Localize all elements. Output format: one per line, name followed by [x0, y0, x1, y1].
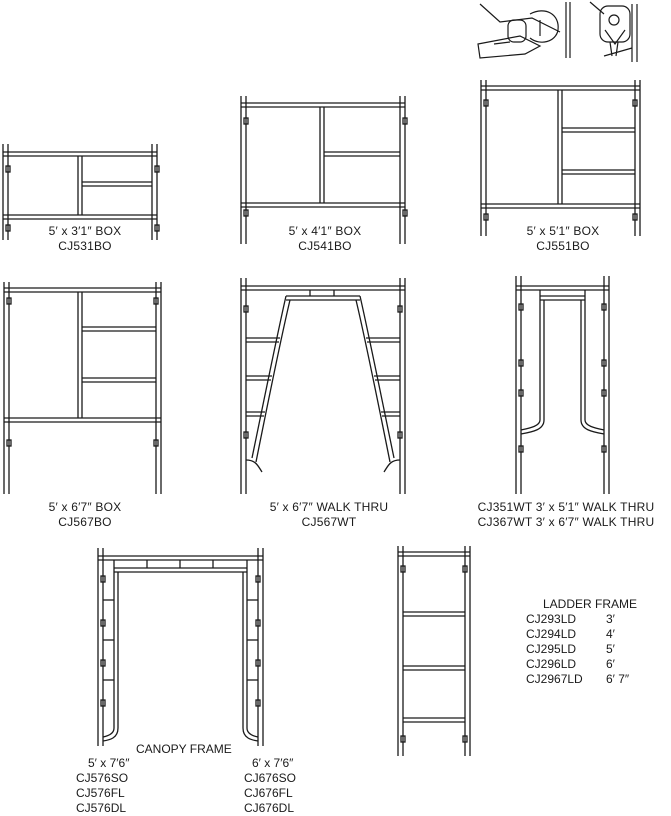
list-item [526, 657, 646, 672]
canopy-frame-title: CANOPY FRAME [136, 742, 232, 756]
canopy-col-5ft [76, 756, 129, 816]
canopy-frame-codes [76, 756, 296, 816]
ladder-code: CJ293LD [526, 612, 577, 626]
box-frame-5x67-drawing [4, 282, 161, 494]
caption-size: 5′ x 4′1″ BOX [288, 224, 362, 238]
canopy-code: CJ676DL [243, 801, 294, 815]
caption-walk-thru-3ft [468, 500, 664, 530]
ladder-size: 5′ [606, 642, 615, 656]
canopy-size: 5′ x 7′6″ [88, 756, 130, 770]
coupling-pin-detail-icon [590, 2, 637, 62]
ladder-size: 6′ [606, 657, 615, 671]
list-item [526, 627, 646, 642]
canopy-size: 6′ x 7′6″ [251, 756, 294, 770]
ladder-frame-table [526, 597, 646, 687]
caption-code: CJ541BO [298, 239, 352, 253]
caption-box-5x31 [30, 224, 140, 254]
caption-line: CJ351WT 3′ x 5′1″ WALK THRU [477, 500, 655, 514]
caption-code: CJ531BO [58, 239, 112, 253]
ladder-frame-title: LADDER FRAME [542, 597, 637, 611]
ladder-code: CJ295LD [526, 642, 577, 656]
box-frame-5x41-drawing [241, 96, 407, 244]
canopy-code: CJ576DL [76, 801, 127, 815]
box-frame-5x51-drawing [481, 80, 640, 236]
ladder-size: 3′ [606, 612, 615, 626]
canopy-col-6ft [244, 756, 296, 816]
canopy-code: CJ676SO [243, 771, 296, 785]
caption-size: 5′ x 3′1″ BOX [48, 224, 122, 238]
walk-thru-frame-5x67-drawing [241, 278, 405, 494]
caption-box-5x67 [25, 500, 145, 530]
caption-line: CJ367WT 3′ x 6′7″ WALK THRU [477, 515, 655, 529]
ladder-size: 6′ 7″ [606, 672, 630, 686]
ladder-code: CJ2967LD [526, 672, 583, 686]
caption-code: CJ551BO [536, 239, 590, 253]
ladder-frame-drawing [398, 546, 470, 756]
ladder-code: CJ296LD [526, 657, 577, 671]
caption-code: CJ567WT [301, 515, 357, 529]
list-item [526, 612, 646, 627]
list-item [526, 642, 646, 657]
caption-box-5x51 [508, 224, 618, 254]
ladder-code: CJ294LD [526, 627, 577, 641]
caption-code: CJ567BO [58, 515, 112, 529]
list-item [526, 672, 646, 687]
canopy-code: CJ676FL [243, 786, 293, 800]
canopy-code: CJ576FL [76, 786, 125, 800]
ladder-size: 4′ [606, 627, 615, 641]
caption-box-5x41 [270, 224, 380, 254]
caption-size: 5′ x 6′7″ WALK THRU [269, 500, 389, 514]
snap-pin-detail-icon [478, 2, 570, 58]
caption-size: 5′ x 5′1″ BOX [526, 224, 600, 238]
canopy-frame-drawing [98, 548, 263, 746]
caption-size: 5′ x 6′7″ BOX [48, 500, 122, 514]
caption-walk-thru-5x67 [254, 500, 404, 530]
walk-thru-frame-3ft-drawing [516, 276, 609, 494]
canopy-code: CJ576SO [76, 771, 129, 785]
